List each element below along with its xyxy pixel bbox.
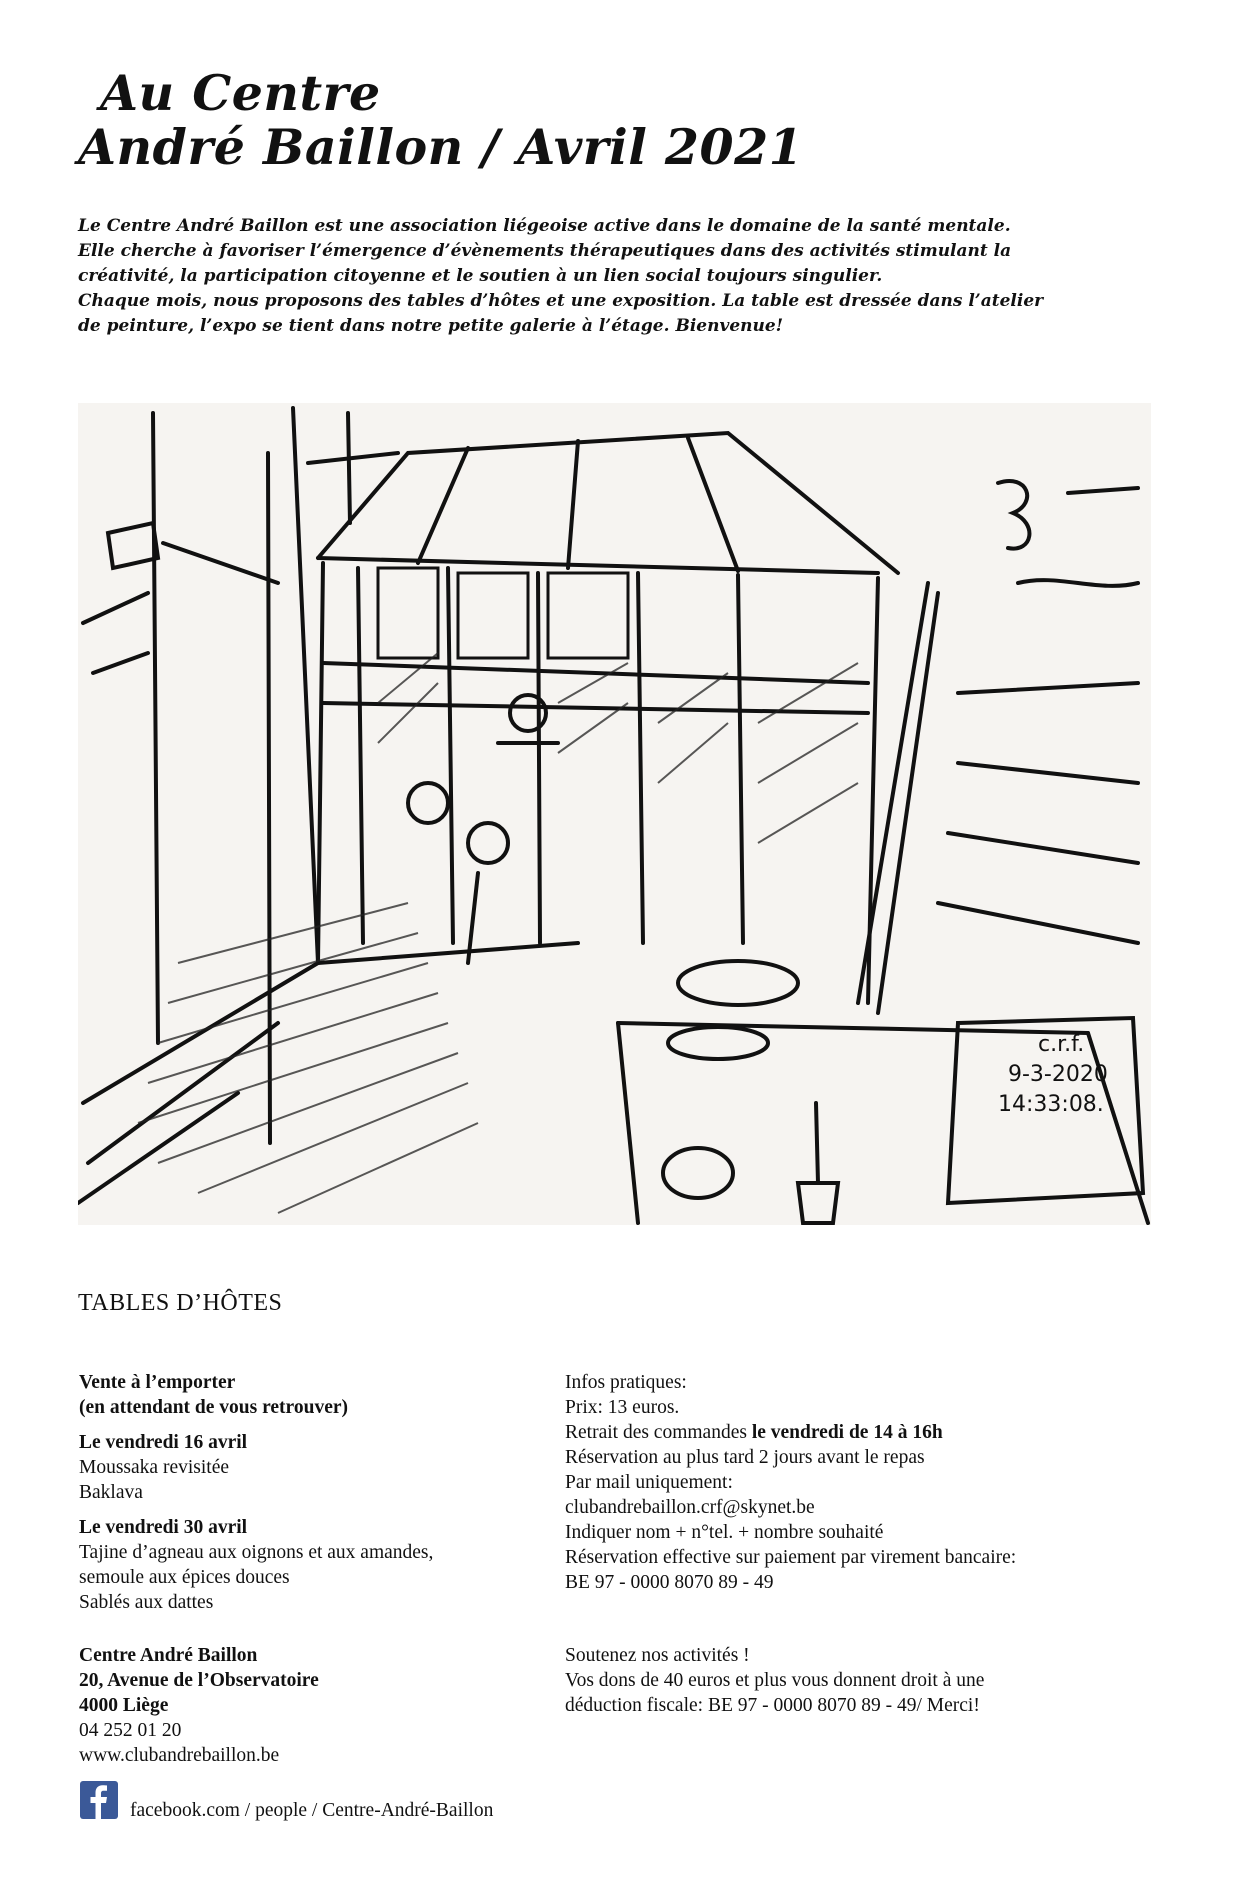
infos-heading: Infos pratiques: [565,1372,687,1393]
menu-item: Baklava [79,1482,143,1503]
sketch-drawing [78,403,1151,1225]
sketch-inscription-3: 14:33:08. [998,1092,1104,1117]
intro-line: Le Centre André Baillon est une association liégeoise active dans le domaine de la santé mentale. [78,216,1011,236]
sale-heading: Vente à l’emporter [79,1372,236,1393]
title-line-1: Au Centre [100,64,381,122]
title-line-2: André Baillon / Avril 2021 [78,118,804,176]
intro-paragraph [78,214,1178,339]
infos-email[interactable]: clubandrebaillon.crf@skynet.be [565,1497,815,1518]
address-street: 20, Avenue de l’Observatoire [79,1670,319,1691]
ink-sketch-illustration [78,403,1151,1225]
address-website[interactable]: www.clubandrebaillon.be [79,1745,280,1766]
intro-line: de peinture, l’expo se tient dans notre petite galerie à l’étage. Bienvenue! [78,316,784,336]
infos-pickup-time: le vendredi de 14 à 16h [751,1422,943,1443]
menu-date-1: Le vendredi 16 avril [79,1432,248,1453]
support-text: déduction fiscale: BE 97 - 0000 8070 89 - 49/ Merci! [565,1695,980,1716]
facebook-text[interactable]: facebook.com / people / Centre-André-Baillon [130,1800,494,1821]
support-text: Vos dons de 40 euros et plus vous donnent droit à une [565,1670,985,1691]
facebook-icon[interactable] [80,1781,118,1819]
support-block [565,1643,984,1718]
infos-payment: Réservation effective sur paiement par virement bancaire: [565,1547,1017,1568]
intro-line: Chaque mois, nous proposons des tables d’hôtes et une exposition. La table est dressée dans l’atelier [78,291,1044,311]
menu-item: Sablés aux dattes [79,1592,214,1613]
sketch-inscription-1: c.r.f. [1038,1032,1085,1057]
infos-mail-only: Par mail uniquement: [565,1472,733,1493]
infos-price: Prix: 13 euros. [565,1397,680,1418]
infos-indicate: Indiquer nom + n°tel. + nombre souhaité [565,1522,884,1543]
menu-column [79,1370,433,1615]
page-title [78,66,803,174]
intro-line: créativité, la participation citoyenne et le soutien à un lien social toujours singulier. [78,266,883,286]
sale-subheading: (en attendant de vous retrouver) [79,1397,349,1418]
infos-iban: BE 97 - 0000 8070 89 - 49 [565,1572,774,1593]
support-heading: Soutenez nos activités ! [565,1645,750,1666]
sketch-inscription-2: 9-3-2020 [1008,1062,1108,1087]
infos-reservation: Réservation au plus tard 2 jours avant le repas [565,1447,925,1468]
facebook-link[interactable] [80,1778,493,1822]
address-city: 4000 Liège [79,1695,169,1716]
section-title-tables: TABLES D’HÔTES [78,1290,283,1316]
menu-item: semoule aux épices douces [79,1567,290,1588]
address-name: Centre André Baillon [79,1645,258,1666]
infos-pickup [565,1420,1016,1445]
menu-date-2: Le vendredi 30 avril [79,1517,248,1538]
infos-pickup-prefix: Retrait des commandes [565,1422,752,1443]
address-phone: 04 252 01 20 [79,1720,182,1741]
menu-item: Tajine d’agneau aux oignons et aux amandes, [79,1542,434,1563]
address-block [79,1643,319,1768]
infos-column [565,1370,1016,1595]
intro-line: Elle cherche à favoriser l’émergence d’évènements thérapeutiques dans des activités stimulant la [78,241,1012,261]
menu-item: Moussaka revisitée [79,1457,230,1478]
